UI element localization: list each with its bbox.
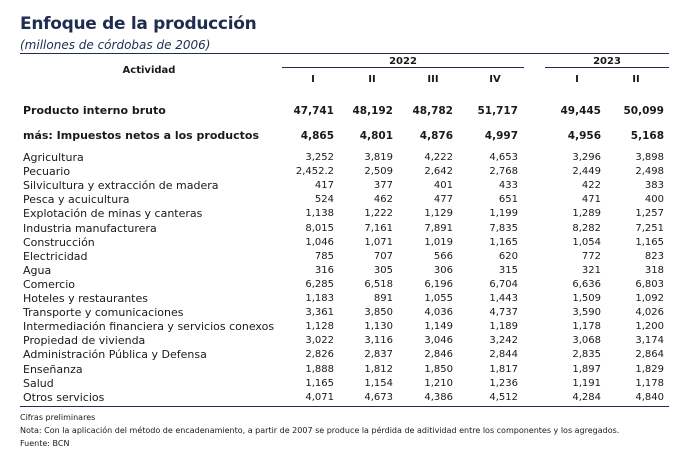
- value-cell: 4,876: [419, 130, 453, 142]
- value-cell: 2,826: [305, 349, 334, 361]
- value-cell: 1,178: [572, 321, 601, 333]
- value-cell: 51,717: [477, 105, 518, 117]
- value-cell: 1,071: [364, 236, 393, 248]
- value-cell: 1,054: [572, 236, 601, 248]
- value-cell: 4,386: [424, 391, 453, 403]
- value-cell: 4,840: [635, 391, 664, 403]
- quarter-header: III: [427, 74, 439, 85]
- value-cell: 3,046: [424, 335, 453, 347]
- value-cell: 1,817: [489, 363, 518, 375]
- value-cell: 1,257: [635, 208, 664, 220]
- value-cell: 3,590: [572, 307, 601, 319]
- year-2022-underline: [282, 67, 524, 68]
- value-cell: 524: [314, 194, 334, 206]
- value-cell: 1,055: [424, 293, 453, 304]
- quarter-header: II: [368, 74, 376, 85]
- row-label: Silvicultura y extracción de madera: [23, 179, 219, 193]
- value-cell: 1,130: [364, 321, 393, 333]
- year-header-2022: 2022: [389, 56, 417, 67]
- value-cell: 7,251: [635, 222, 664, 234]
- table-row: [0, 165, 689, 179]
- value-cell: 305: [373, 264, 393, 276]
- row-label: Producto interno bruto: [23, 104, 166, 117]
- table-row: [0, 278, 689, 292]
- value-cell: 1,888: [305, 363, 334, 375]
- value-cell: 1,236: [489, 377, 518, 389]
- value-cell: 1,138: [305, 208, 334, 220]
- bottom-rule: [20, 406, 669, 407]
- value-cell: 2,452.2: [295, 166, 334, 178]
- value-cell: 1,129: [424, 208, 453, 220]
- value-cell: 2,498: [635, 166, 664, 178]
- value-cell: 5,168: [630, 130, 664, 142]
- value-cell: 1,154: [364, 377, 393, 389]
- value-cell: 321: [581, 264, 601, 276]
- value-cell: 2,449: [572, 166, 601, 178]
- value-cell: 50,099: [623, 105, 664, 117]
- value-cell: 1,046: [305, 236, 334, 248]
- row-label: Comercio: [23, 277, 76, 291]
- value-cell: 4,512: [489, 391, 518, 403]
- table-row: [0, 320, 689, 334]
- value-cell: 1,199: [489, 208, 518, 220]
- value-cell: 2,835: [572, 349, 601, 361]
- value-cell: 7,161: [364, 222, 393, 234]
- value-cell: 48,782: [412, 105, 453, 117]
- row-label: Agricultura: [23, 151, 84, 164]
- value-cell: 8,282: [572, 222, 601, 234]
- value-cell: 1,189: [489, 321, 518, 333]
- value-cell: 1,210: [424, 377, 453, 389]
- value-cell: 4,956: [567, 130, 601, 142]
- value-cell: 4,737: [489, 307, 518, 319]
- row-label: Enseñanza: [23, 362, 83, 376]
- value-cell: 6,636: [572, 278, 601, 290]
- table-row: [0, 391, 689, 405]
- table-row: [0, 292, 689, 306]
- value-cell: 6,285: [305, 278, 334, 290]
- value-cell: 48,192: [352, 105, 393, 117]
- value-cell: 785: [314, 250, 334, 262]
- year-header-2023: 2023: [593, 56, 621, 67]
- value-cell: 3,898: [635, 152, 664, 163]
- table-row: [0, 129, 689, 143]
- value-cell: 1,222: [364, 208, 393, 220]
- value-cell: 1,149: [424, 321, 453, 333]
- value-cell: 6,196: [424, 278, 453, 290]
- year-2023-underline: [545, 67, 669, 68]
- value-cell: 462: [373, 194, 393, 206]
- value-cell: 6,518: [364, 278, 393, 290]
- activity-column-header: Actividad: [122, 65, 176, 76]
- value-cell: 316: [314, 264, 334, 276]
- value-cell: 3,116: [364, 335, 393, 347]
- value-cell: 1,165: [635, 236, 664, 248]
- row-label: Propiedad de vivienda: [23, 334, 146, 348]
- table-row: [0, 193, 689, 207]
- table-row: [0, 104, 689, 118]
- value-cell: 1,165: [305, 377, 334, 389]
- value-cell: 1,897: [572, 363, 601, 375]
- row-label: Pesca y acuicultura: [23, 193, 130, 207]
- value-cell: 4,673: [364, 391, 393, 403]
- row-label: Otros servicios: [23, 390, 105, 404]
- quarter-header: I: [575, 74, 579, 85]
- value-cell: 1,829: [635, 363, 664, 375]
- value-cell: 2,837: [364, 349, 393, 361]
- value-cell: 477: [433, 194, 453, 206]
- value-cell: 3,296: [572, 152, 601, 163]
- page-subtitle: (millones de córdobas de 2006): [20, 38, 211, 52]
- value-cell: 1,183: [305, 293, 334, 304]
- table-row: [0, 222, 689, 236]
- value-cell: 4,222: [424, 152, 453, 163]
- row-label: Administración Pública y Defensa: [23, 348, 207, 362]
- value-cell: 707: [373, 250, 393, 262]
- value-cell: 422: [581, 180, 601, 192]
- value-cell: 2,864: [635, 349, 664, 361]
- value-cell: 1,200: [635, 321, 664, 333]
- footnote-note: Nota: Con la aplicación del método de encadenamiento, a partir de 2007 se produce la pérdida de aditividad entre los componentes y los agregados.: [20, 426, 620, 435]
- value-cell: 7,835: [489, 222, 518, 234]
- footnote-preliminary: Cifras preliminares: [20, 413, 96, 422]
- value-cell: 3,068: [572, 335, 601, 347]
- value-cell: 3,174: [635, 335, 664, 347]
- value-cell: 4,865: [300, 130, 334, 142]
- value-cell: 433: [498, 180, 518, 192]
- value-cell: 620: [498, 250, 518, 262]
- table-row: [0, 179, 689, 193]
- value-cell: 401: [433, 180, 453, 192]
- value-cell: 1,850: [424, 363, 453, 375]
- value-cell: 6,803: [635, 278, 664, 290]
- value-cell: 4,036: [424, 307, 453, 319]
- table-row: [0, 306, 689, 320]
- value-cell: 4,026: [635, 307, 664, 319]
- table-row: [0, 348, 689, 362]
- row-label: Agua: [23, 263, 52, 277]
- row-label: Construcción: [23, 235, 95, 249]
- value-cell: 3,252: [305, 152, 334, 163]
- value-cell: 1,191: [572, 377, 601, 389]
- value-cell: 377: [373, 180, 393, 192]
- table-row: [0, 377, 689, 391]
- quarter-header: I: [311, 74, 315, 85]
- value-cell: 3,022: [305, 335, 334, 347]
- value-cell: 1,178: [635, 377, 664, 389]
- value-cell: 1,812: [364, 363, 393, 375]
- value-cell: 6,704: [489, 278, 518, 290]
- value-cell: 4,997: [484, 130, 518, 142]
- row-label: Pecuario: [23, 165, 71, 179]
- quarter-header: II: [632, 74, 640, 85]
- value-cell: 1,289: [572, 208, 601, 220]
- value-cell: 651: [498, 194, 518, 206]
- value-cell: 315: [498, 264, 518, 276]
- value-cell: 772: [581, 250, 601, 262]
- value-cell: 1,128: [305, 321, 334, 333]
- table-row: [0, 363, 689, 377]
- page-title: Enfoque de la producción: [20, 14, 257, 34]
- value-cell: 3,850: [364, 307, 393, 319]
- table-row: [0, 250, 689, 264]
- table-row: [0, 207, 689, 221]
- value-cell: 566: [433, 250, 453, 262]
- row-label: Explotación de minas y canteras: [23, 207, 203, 221]
- value-cell: 3,361: [305, 307, 334, 319]
- quarter-header: IV: [489, 74, 501, 85]
- value-cell: 2,768: [489, 166, 518, 178]
- value-cell: 2,509: [364, 166, 393, 178]
- row-label: Electricidad: [23, 249, 88, 263]
- value-cell: 4,801: [359, 130, 393, 142]
- value-cell: 47,741: [293, 105, 334, 117]
- table-row: [0, 264, 689, 278]
- value-cell: 3,819: [364, 152, 393, 163]
- table-row: [0, 334, 689, 348]
- value-cell: 1,092: [635, 293, 664, 304]
- value-cell: 4,071: [305, 391, 334, 403]
- value-cell: 1,443: [489, 293, 518, 304]
- value-cell: 8,015: [305, 222, 334, 234]
- value-cell: 2,642: [424, 166, 453, 178]
- row-label: Intermediación financiera y servicios conexos: [23, 320, 275, 334]
- value-cell: 49,445: [560, 105, 601, 117]
- table-row: [0, 236, 689, 250]
- value-cell: 1,509: [572, 293, 601, 304]
- footnote-source: Fuente: BCN: [20, 439, 70, 448]
- top-rule: [20, 53, 669, 54]
- value-cell: 2,846: [424, 349, 453, 361]
- value-cell: 1,019: [424, 236, 453, 248]
- value-cell: 471: [581, 194, 601, 206]
- value-cell: 318: [644, 264, 664, 276]
- value-cell: 1,165: [489, 236, 518, 248]
- value-cell: 4,653: [489, 152, 518, 163]
- row-label: Salud: [23, 376, 54, 390]
- row-label: Hoteles y restaurantes: [23, 292, 148, 305]
- value-cell: 7,891: [424, 222, 453, 234]
- value-cell: 417: [314, 180, 334, 192]
- value-cell: 3,242: [489, 335, 518, 347]
- row-label: Transporte y comunicaciones: [23, 306, 184, 320]
- value-cell: 2,844: [489, 349, 518, 361]
- row-label: más: Impuestos netos a los productos: [23, 129, 260, 142]
- value-cell: 400: [644, 194, 664, 206]
- value-cell: 383: [644, 180, 664, 192]
- value-cell: 823: [644, 250, 664, 262]
- value-cell: 4,284: [572, 391, 601, 403]
- value-cell: 891: [373, 293, 393, 304]
- value-cell: 306: [433, 264, 453, 276]
- row-label: Industria manufacturera: [23, 221, 157, 235]
- table-row: [0, 151, 689, 165]
